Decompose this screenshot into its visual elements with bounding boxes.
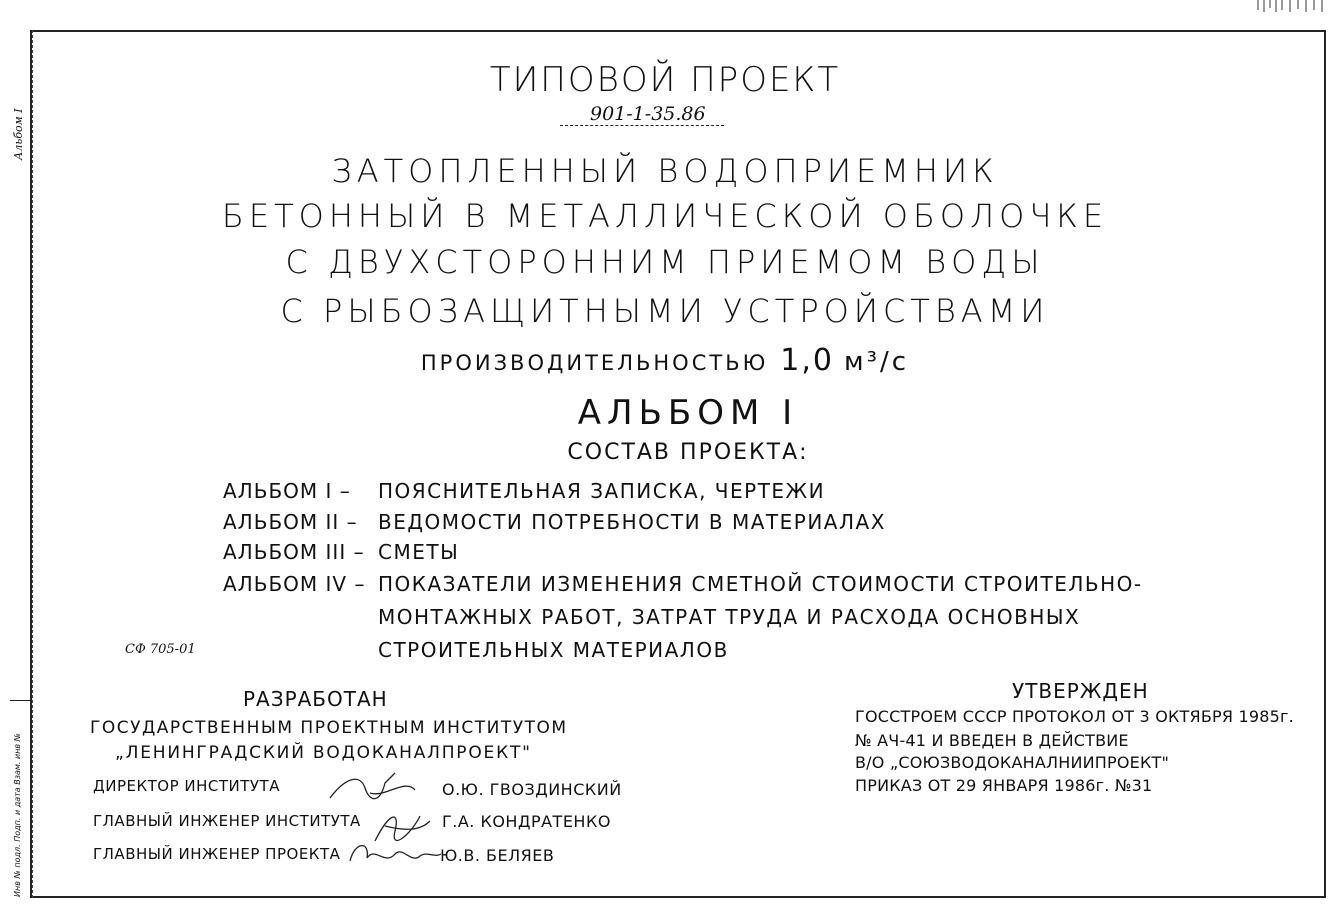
album-item-label: АЛЬБОМ I –	[223, 479, 351, 503]
signer-position: ГЛАВНЫЙ ИНЖЕНЕР ПРОЕКТА	[93, 845, 341, 863]
scan-marks	[1248, 0, 1328, 14]
project-type: ТИПОВОЙ ПРОЕКТ	[489, 60, 841, 100]
approval-line: ГОССТРОЕМ СССР ПРОТОКОЛ ОТ 3 ОКТЯБРЯ 1985г.	[855, 707, 1294, 726]
signer-name: Ю.В. БЕЛЯЕВ	[440, 846, 555, 865]
capacity-unit: м³/с	[844, 347, 910, 377]
title-line-1: ЗАТОПЛЕННЫЙ ВОДОПРИЕМНИК	[331, 152, 999, 190]
signature-project-engineer	[345, 836, 445, 874]
album-item-label: АЛЬБОМ IV –	[223, 572, 366, 596]
composition-heading: СОСТАВ ПРОЕКТА:	[567, 440, 809, 465]
album-title: АЛЬБОМ I	[577, 393, 799, 433]
developer-heading: РАЗРАБОТАН	[243, 687, 388, 711]
approval-line: № АЧ-41 И ВВЕДЕН В ДЕЙСТВИЕ	[855, 731, 1129, 750]
project-number: 901-1-35.86	[560, 103, 724, 126]
capacity-label: ПРОИЗВОДИТЕЛЬНОСТЬЮ	[420, 351, 769, 375]
signer-name: О.Ю. ГВОЗДИНСКИЙ	[442, 780, 622, 799]
capacity-value: 1,0	[780, 343, 834, 378]
album-mark: Альбом I	[12, 108, 25, 160]
title-line-2: БЕТОННЫЙ В МЕТАЛЛИЧЕСКОЙ ОБОЛОЧКЕ	[221, 197, 1109, 235]
album-item-text: ПОКАЗАТЕЛИ ИЗМЕНЕНИЯ СМЕТНОЙ СТОИМОСТИ СТРОИТЕЛЬНО-	[378, 572, 1143, 596]
approval-heading: УТВЕРЖДЕН	[1012, 679, 1149, 703]
developer-org: „ЛЕНИНГРАДСКИЙ ВОДОКАНАЛПРОЕКТ"	[115, 743, 532, 763]
approval-line: ПРИКАЗ ОТ 29 ЯНВАРЯ 1986г. №31	[855, 776, 1153, 795]
approval-line: В/О „СОЮЗВОДОКАНАЛНИИПРОЕКТ"	[855, 753, 1170, 772]
signer-name: Г.А. КОНДРАТЕНКО	[442, 812, 611, 831]
album-item-text: МОНТАЖНЫХ РАБОТ, ЗАТРАТ ТРУДА И РАСХОДА ОСНОВНЫХ	[378, 605, 1081, 629]
document-code: СФ 705-01	[125, 642, 196, 657]
album-item-text: ПОЯСНИТЕЛЬНАЯ ЗАПИСКА, ЧЕРТЕЖИ	[378, 479, 826, 503]
title-line-4: С РЫБОЗАЩИТНЫМИ УСТРОЙСТВАМИ	[280, 292, 1050, 330]
signer-position: ДИРЕКТОР ИНСТИТУТА	[93, 777, 280, 795]
signer-position: ГЛАВНЫЙ ИНЖЕНЕР ИНСТИТУТА	[93, 812, 361, 830]
capacity-line	[0, 343, 1330, 378]
album-item-text: ВЕДОМОСТИ ПОТРЕБНОСТИ В МАТЕРИАЛАХ	[378, 510, 886, 534]
signature-director	[325, 768, 435, 808]
album-item-text: СМЕТЫ	[378, 540, 460, 564]
album-item-label: АЛЬБОМ III –	[223, 540, 365, 564]
album-item-label: АЛЬБОМ II –	[223, 510, 358, 534]
archive-stamp: Инв № подл. Подп. и дата Взам. инв №	[10, 700, 30, 899]
developer-institute: ГОСУДАРСТВЕННЫМ ПРОЕКТНЫМ ИНСТИТУТОМ	[90, 718, 568, 738]
album-item-text: СТРОИТЕЛЬНЫХ МАТЕРИАЛОВ	[378, 638, 729, 662]
title-line-3: С ДВУХСТОРОННИМ ПРИЕМОМ ВОДЫ	[285, 243, 1045, 281]
